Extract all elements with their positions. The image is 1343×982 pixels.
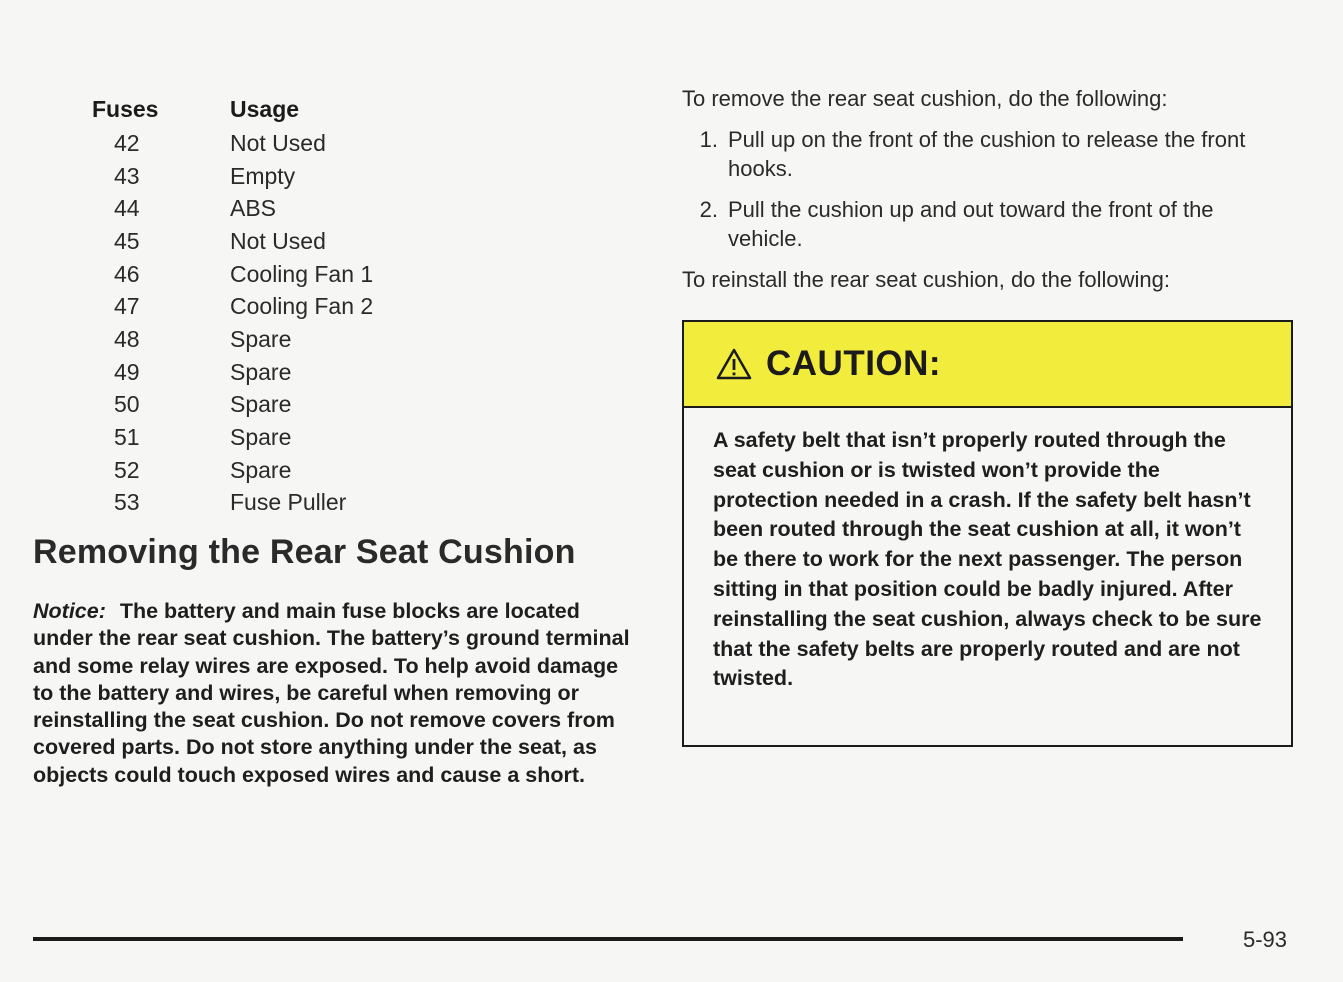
fuse-table-header xyxy=(92,92,373,127)
step-text: Pull the cushion up and out toward the front of the vehicle. xyxy=(728,197,1214,251)
table-row xyxy=(92,192,373,225)
fuse-number: 51 xyxy=(114,424,140,451)
caution-box xyxy=(682,320,1293,747)
fuse-usage: ABS xyxy=(230,195,277,222)
fuse-number: 50 xyxy=(114,391,140,418)
fuse-usage: Not Used xyxy=(230,129,326,156)
table-row xyxy=(92,356,373,389)
column-header-usage: Usage xyxy=(230,96,300,122)
step-number: 1. xyxy=(699,127,718,152)
fuse-table xyxy=(92,92,373,519)
list-item xyxy=(682,125,1262,183)
table-row xyxy=(92,258,373,291)
footer-divider xyxy=(33,937,1183,941)
fuse-usage: Cooling Fan 2 xyxy=(230,293,374,320)
step-text: Pull up on the front of the cushion to release the front hooks. xyxy=(728,127,1246,181)
fuse-number: 43 xyxy=(114,162,140,189)
caution-header xyxy=(684,322,1291,408)
table-row xyxy=(92,323,373,356)
table-row xyxy=(92,389,373,422)
list-item xyxy=(682,195,1262,253)
fuse-usage: Not Used xyxy=(230,227,326,254)
table-row xyxy=(92,127,373,160)
fuse-number: 53 xyxy=(114,489,140,516)
page-number: 5-93 xyxy=(1243,927,1288,952)
notice-text: The battery and main fuse blocks are located under the rear seat cushion. The battery’s ground terminal and some relay wires are exposed. To help avoid damage to the battery and wires, be careful when removing or reinstalling the seat cushion. Do not remove covers from covered parts. Do not store anything under the seat, as objects could touch exposed wires and cause a short. xyxy=(33,599,630,787)
fuse-number: 44 xyxy=(114,195,140,222)
remove-intro: To remove the rear seat cushion, do the following: xyxy=(682,86,1168,111)
fuse-number: 47 xyxy=(114,293,140,320)
warning-triangle-icon xyxy=(716,348,752,380)
fuse-usage: Cooling Fan 1 xyxy=(230,260,374,287)
fuse-number: 45 xyxy=(114,227,140,254)
fuse-number: 48 xyxy=(114,325,140,352)
caution-title: CAUTION: xyxy=(766,344,942,383)
table-row xyxy=(92,225,373,258)
notice-paragraph xyxy=(33,598,633,789)
reinstall-intro: To reinstall the rear seat cushion, do the following: xyxy=(682,267,1170,292)
column-header-fuses: Fuses xyxy=(92,96,159,122)
table-row xyxy=(92,290,373,323)
caution-body: A safety belt that isn’t properly routed through the seat cushion or is twisted won’t provide the protection needed in a crash. If the safety belt hasn’t been routed through the seat cushion at all, it won’t be there to work for the next passenger. The person sitting in that position could be badly injured. After reinstalling the seat cushion, always check to be sure that the safety belts are properly routed and are not twisted. xyxy=(713,428,1262,691)
fuse-usage: Spare xyxy=(230,456,292,483)
fuse-usage: Spare xyxy=(230,358,292,385)
fuse-usage: Spare xyxy=(230,325,292,352)
table-row xyxy=(92,454,373,487)
fuse-number: 46 xyxy=(114,260,140,287)
table-row xyxy=(92,487,373,520)
fuse-usage: Empty xyxy=(230,162,296,189)
fuse-number: 42 xyxy=(114,129,140,156)
fuse-number: 49 xyxy=(114,358,140,385)
section-title: Removing the Rear Seat Cushion xyxy=(33,533,576,571)
fuse-usage: Fuse Puller xyxy=(230,489,347,516)
remove-steps xyxy=(682,125,1262,253)
notice-label: Notice: xyxy=(33,599,106,623)
fuse-usage: Spare xyxy=(230,391,292,418)
table-row xyxy=(92,160,373,193)
instructions-column xyxy=(682,84,1262,294)
fuse-number: 52 xyxy=(114,456,140,483)
fuse-usage: Spare xyxy=(230,424,292,451)
table-row xyxy=(92,421,373,454)
step-number: 2. xyxy=(699,197,718,222)
